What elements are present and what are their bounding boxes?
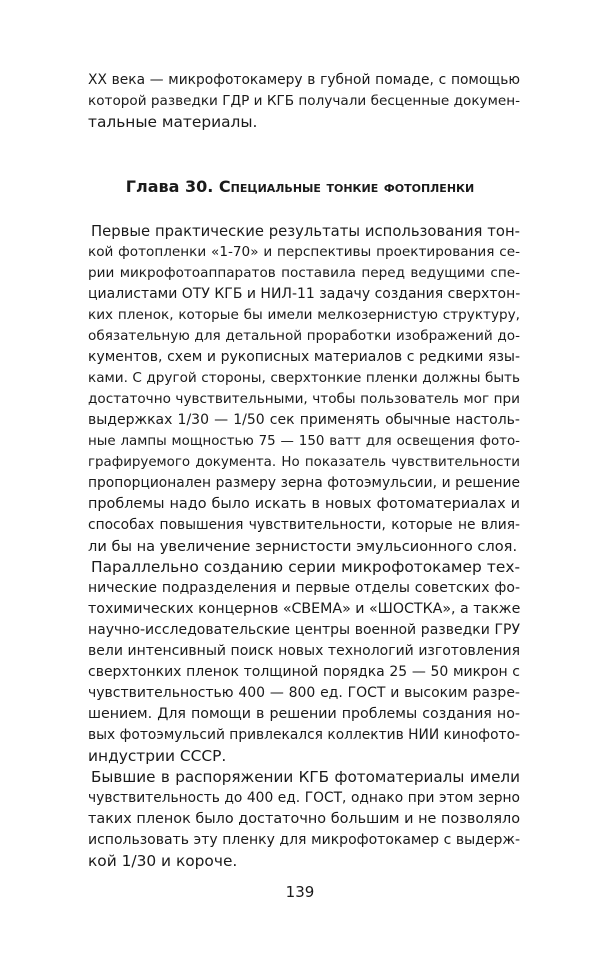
paragraph-line: ками. С другой стороны, сверхтонкие пленки должны быть — [88, 370, 520, 386]
paragraph-line: кой 1/30 и короче. — [88, 852, 238, 870]
paragraph-line: пропорционален размеру зерна фотоэмульсии, и решение — [88, 475, 520, 491]
paragraph-line: Первые практические результаты использования тон- — [91, 223, 520, 240]
paragraph-line: вых фотоэмульсий привлекался коллектив НИИ кинофото- — [88, 727, 520, 743]
paragraph-line: нические подразделения и первые отделы советских фо- — [88, 580, 520, 596]
paragraph-line: использовать эту пленку для микрофотокамер с выдерж- — [88, 832, 520, 848]
paragraph-line: обязательную для детальной проработки изображений до- — [88, 328, 520, 344]
chapter-heading — [0, 176, 600, 198]
paragraph-line: выдержках 1/30 — 1/50 сек применять обычные настоль- — [88, 412, 520, 428]
paragraph-line: достаточно чувствительными, чтобы пользователь мог при — [88, 391, 520, 407]
intro-line: тальные материалы. — [88, 113, 258, 131]
paragraph-line: Параллельно созданию серии микрофотокамер тех- — [91, 558, 520, 576]
paragraph-line: таких пленок было достаточно большим и не позволяло — [88, 811, 520, 827]
paragraph-line: вели интенсивный поиск новых технологий изготовления — [88, 643, 520, 659]
intro-line: XX века — микрофотокамеру в губной помаде, с помощью — [88, 72, 520, 88]
paragraph-line: кой фотопленки «1-70» и перспективы проектирования се- — [88, 244, 520, 260]
paragraph-line: научно-исследовательские центры военной разведки ГРУ — [88, 622, 520, 638]
paragraph-line: шением. Для помощи в решении проблемы создания но- — [88, 706, 520, 722]
paragraph-line: графируемого документа. Но показатель чувствительности — [88, 455, 520, 470]
paragraph-line: ких пленок, которые бы имели мелкозернистую структуру, — [88, 307, 520, 323]
paragraph-line: циалистами ОТУ КГБ и НИЛ-11 задачу создания сверхтон- — [88, 286, 521, 302]
paragraph-line: тохимических концернов «СВЕМА» и «ШОСТКА», а также — [88, 601, 521, 617]
chapter-number: Глава 30. — [125, 177, 214, 196]
intro-line: которой разведки ГДР и КГБ получали бесценные докумен- — [88, 93, 520, 109]
paragraph-line: чувствительностью 400 — 800 ед. ГОСТ и высоким разре- — [88, 685, 520, 701]
paragraph-line: ли бы на увеличение зернистости эмульсионного слоя. — [88, 538, 518, 555]
paragraph-line: проблемы надо было искать в новых фотоматериалах и — [88, 496, 520, 512]
paragraph-line: кументов, схем и рукописных материалов с редкими язы- — [88, 349, 520, 365]
paragraph-line: рии микрофотоаппаратов поставила перед ведущими спе- — [88, 265, 520, 281]
paragraph-line: Бывшие в распоряжении КГБ фотоматериалы имели — [91, 768, 520, 786]
paragraph-line: ные лампы мощностью 75 — 150 ватт для освещения фото- — [88, 434, 520, 449]
paragraph-line: чувствительность до 400 ед. ГОСТ, однако при этом зерно — [88, 790, 520, 806]
paragraph-line: сверхтонких пленок толщиной порядка 25 — 50 микрон с — [88, 664, 520, 680]
page-number: 139 — [285, 883, 315, 901]
chapter-title: Специальные тонкие фотопленки — [218, 177, 475, 196]
paragraph-line: индустрии СССР. — [88, 747, 227, 765]
paragraph-line: способах повышения чувствительности, которые не влия- — [88, 517, 520, 533]
